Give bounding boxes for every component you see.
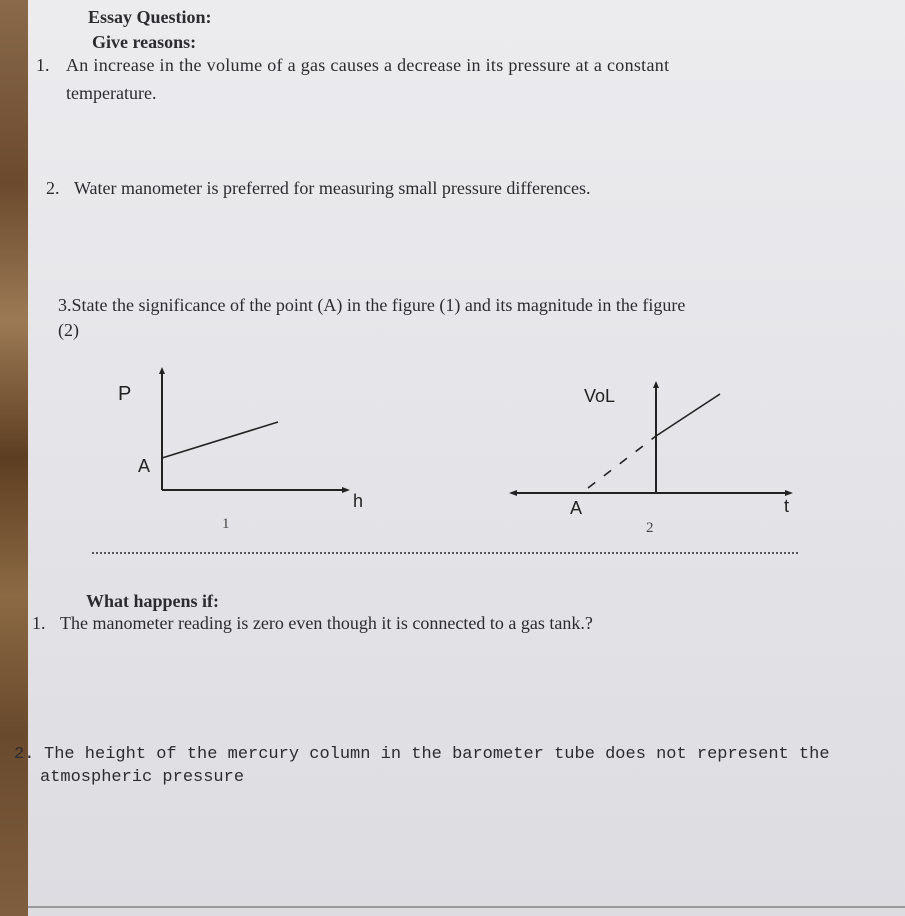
q3-line-1: 3.State the significance of the point (A) in the figure (1) and its magnitude in the figure bbox=[58, 295, 686, 315]
fig2-extrapolation-dashed bbox=[588, 436, 656, 488]
essay-heading: Essay Question: bbox=[88, 7, 212, 27]
q1-number: 1. bbox=[36, 55, 50, 75]
what-happens-heading: What happens if: bbox=[86, 591, 220, 611]
wh-q2-line-2: atmospheric pressure bbox=[40, 768, 245, 787]
fig2-y-label: VoL bbox=[584, 386, 616, 406]
fig1-x-arrow-icon bbox=[342, 487, 350, 493]
fig2-caption: 2 bbox=[646, 520, 654, 536]
fig2-x-left-arrow-icon bbox=[509, 490, 517, 496]
q2-number: 2. bbox=[46, 178, 60, 198]
fig1-y-arrow-icon bbox=[159, 367, 165, 374]
fig1-point-a-label: A bbox=[138, 456, 151, 476]
figure-2-graph bbox=[500, 370, 810, 550]
figure-1-graph bbox=[100, 360, 390, 540]
page-bottom-edge bbox=[28, 906, 905, 908]
q2-text: Water manometer is preferred for measuring small pressure differences. bbox=[74, 178, 591, 198]
wh-q1-number: 1. bbox=[32, 613, 46, 633]
wh-q2-line-1: The height of the mercury column in the barometer tube does not represent the bbox=[44, 745, 830, 764]
q1-line-2: temperature. bbox=[66, 83, 157, 103]
q1-line-1: An increase in the volume of a gas causes a decrease in its pressure at a constant bbox=[66, 55, 670, 75]
fig2-line bbox=[656, 394, 720, 436]
give-reasons-heading: Give reasons: bbox=[92, 32, 197, 52]
fig1-line bbox=[162, 422, 278, 458]
wh-q1-text: The manometer reading is zero even though it is connected to a gas tank.? bbox=[60, 613, 593, 633]
fig1-y-label: P bbox=[118, 383, 132, 405]
fig1-x-label: h bbox=[353, 491, 364, 511]
wh-q2-number: 2. bbox=[14, 745, 35, 764]
fig2-y-arrow-icon bbox=[653, 381, 659, 388]
fig2-x-label: t bbox=[784, 496, 790, 516]
fig2-point-a-label: A bbox=[570, 498, 583, 518]
dotted-separator bbox=[92, 552, 798, 554]
fig1-caption: 1 bbox=[222, 516, 230, 532]
q3-line-2: (2) bbox=[58, 320, 79, 340]
